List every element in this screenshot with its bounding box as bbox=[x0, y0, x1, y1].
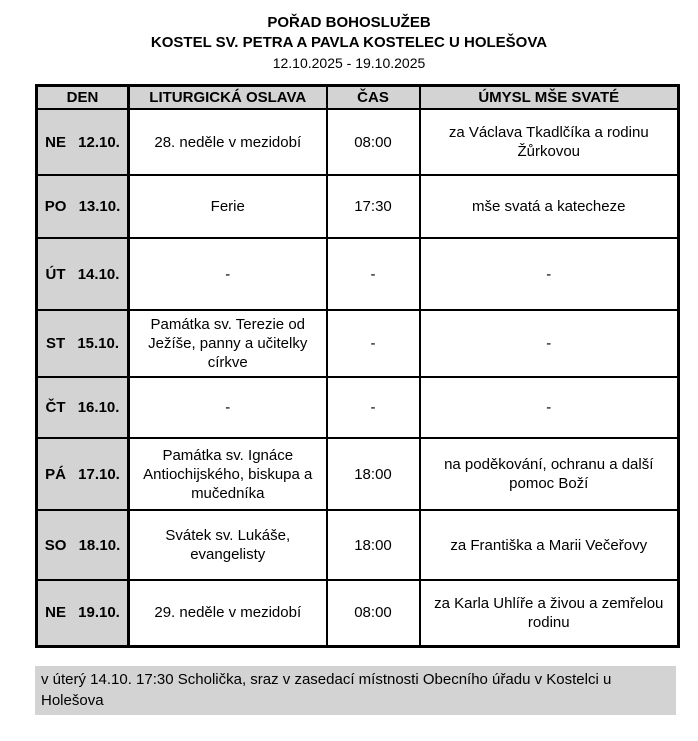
celebration-cell: 29. neděle v mezidobí bbox=[129, 580, 327, 646]
day-abbr: PÁ bbox=[45, 465, 66, 483]
day-abbr: SO bbox=[44, 536, 67, 554]
celebration-cell: Svátek sv. Lukáše, evangelisty bbox=[129, 510, 327, 580]
day-cell bbox=[37, 109, 129, 175]
day-abbr: ÚT bbox=[45, 265, 66, 283]
intention-cell: - bbox=[420, 377, 679, 438]
celebration-cell: - bbox=[129, 238, 327, 310]
time-cell: - bbox=[327, 377, 420, 438]
time-cell: 08:00 bbox=[327, 580, 420, 646]
day-cell bbox=[37, 238, 129, 310]
intention-cell: za Františka a Marii Večeřovy bbox=[420, 510, 679, 580]
day-cell bbox=[37, 377, 129, 438]
table-row bbox=[37, 310, 679, 377]
time-cell: 08:00 bbox=[327, 109, 420, 175]
day-date: 15.10. bbox=[77, 335, 120, 352]
column-header-liturgicka-oslava: LITURGICKÁ OSLAVA bbox=[129, 86, 327, 110]
day-abbr: ČT bbox=[45, 399, 66, 416]
day-abbr: NE bbox=[45, 604, 66, 622]
day-cell bbox=[37, 580, 129, 646]
document-header bbox=[0, 0, 698, 73]
table-row bbox=[37, 238, 679, 310]
celebration-cell: Ferie bbox=[129, 175, 327, 238]
intention-cell: za Karla Uhlíře a živou a zemřelou rodinu bbox=[420, 580, 679, 646]
time-cell: - bbox=[327, 238, 420, 310]
footer-note: v úterý 14.10. 17:30 Scholička, sraz v zasedací místnosti Obecního úřadu v Kostelci u Holešova bbox=[35, 666, 676, 715]
column-header-umysl: ÚMYSL MŠE SVATÉ bbox=[420, 86, 679, 110]
intention-cell: na poděkování, ochranu a další pomoc Boží bbox=[420, 438, 679, 510]
table-row bbox=[37, 438, 679, 510]
time-cell: - bbox=[327, 310, 420, 377]
table-row bbox=[37, 175, 679, 238]
day-date: 17.10. bbox=[78, 465, 120, 483]
day-date: 12.10. bbox=[78, 133, 120, 151]
day-cell bbox=[37, 438, 129, 510]
celebration-cell: - bbox=[129, 377, 327, 438]
time-cell: 18:00 bbox=[327, 510, 420, 580]
table-row bbox=[37, 377, 679, 438]
day-date: 18.10. bbox=[78, 536, 121, 554]
celebration-cell: Památka sv. Terezie od Ježíše, panny a učitelky církve bbox=[129, 310, 327, 377]
table-row bbox=[37, 510, 679, 580]
celebration-cell: 28. neděle v mezidobí bbox=[129, 109, 327, 175]
intention-cell: - bbox=[420, 238, 679, 310]
page-subtitle: KOSTEL SV. PETRA A PAVLA KOSTELEC U HOLEŠOVA bbox=[150, 34, 548, 51]
day-abbr: NE bbox=[45, 133, 66, 151]
date-range: 12.10.2025 - 19.10.2025 bbox=[272, 55, 426, 71]
day-date: 19.10. bbox=[78, 604, 120, 622]
celebration-cell: Památka sv. Ignáce Antiochijského, biskupa a mučedníka bbox=[129, 438, 327, 510]
day-cell bbox=[37, 310, 129, 377]
day-cell bbox=[37, 175, 129, 238]
page-title: POŘAD BOHOSLUŽEB bbox=[267, 14, 431, 31]
day-cell bbox=[37, 510, 129, 580]
day-date: 16.10. bbox=[77, 399, 120, 416]
day-date: 14.10. bbox=[77, 265, 120, 283]
intention-cell: mše svatá a katecheze bbox=[420, 175, 679, 238]
column-header-den: DEN bbox=[37, 86, 129, 110]
day-date: 13.10. bbox=[78, 198, 121, 215]
time-cell: 18:00 bbox=[327, 438, 420, 510]
table-row bbox=[37, 109, 679, 175]
day-abbr: PO bbox=[44, 198, 67, 215]
intention-cell: za Václava Tkadlčíka a rodinu Žůrkovou bbox=[420, 109, 679, 175]
table-header-row bbox=[37, 86, 679, 110]
time-cell: 17:30 bbox=[327, 175, 420, 238]
table-row bbox=[37, 580, 679, 646]
intention-cell: - bbox=[420, 310, 679, 377]
schedule-table bbox=[35, 84, 680, 648]
column-header-cas: ČAS bbox=[327, 86, 420, 110]
day-abbr: ST bbox=[45, 335, 66, 352]
